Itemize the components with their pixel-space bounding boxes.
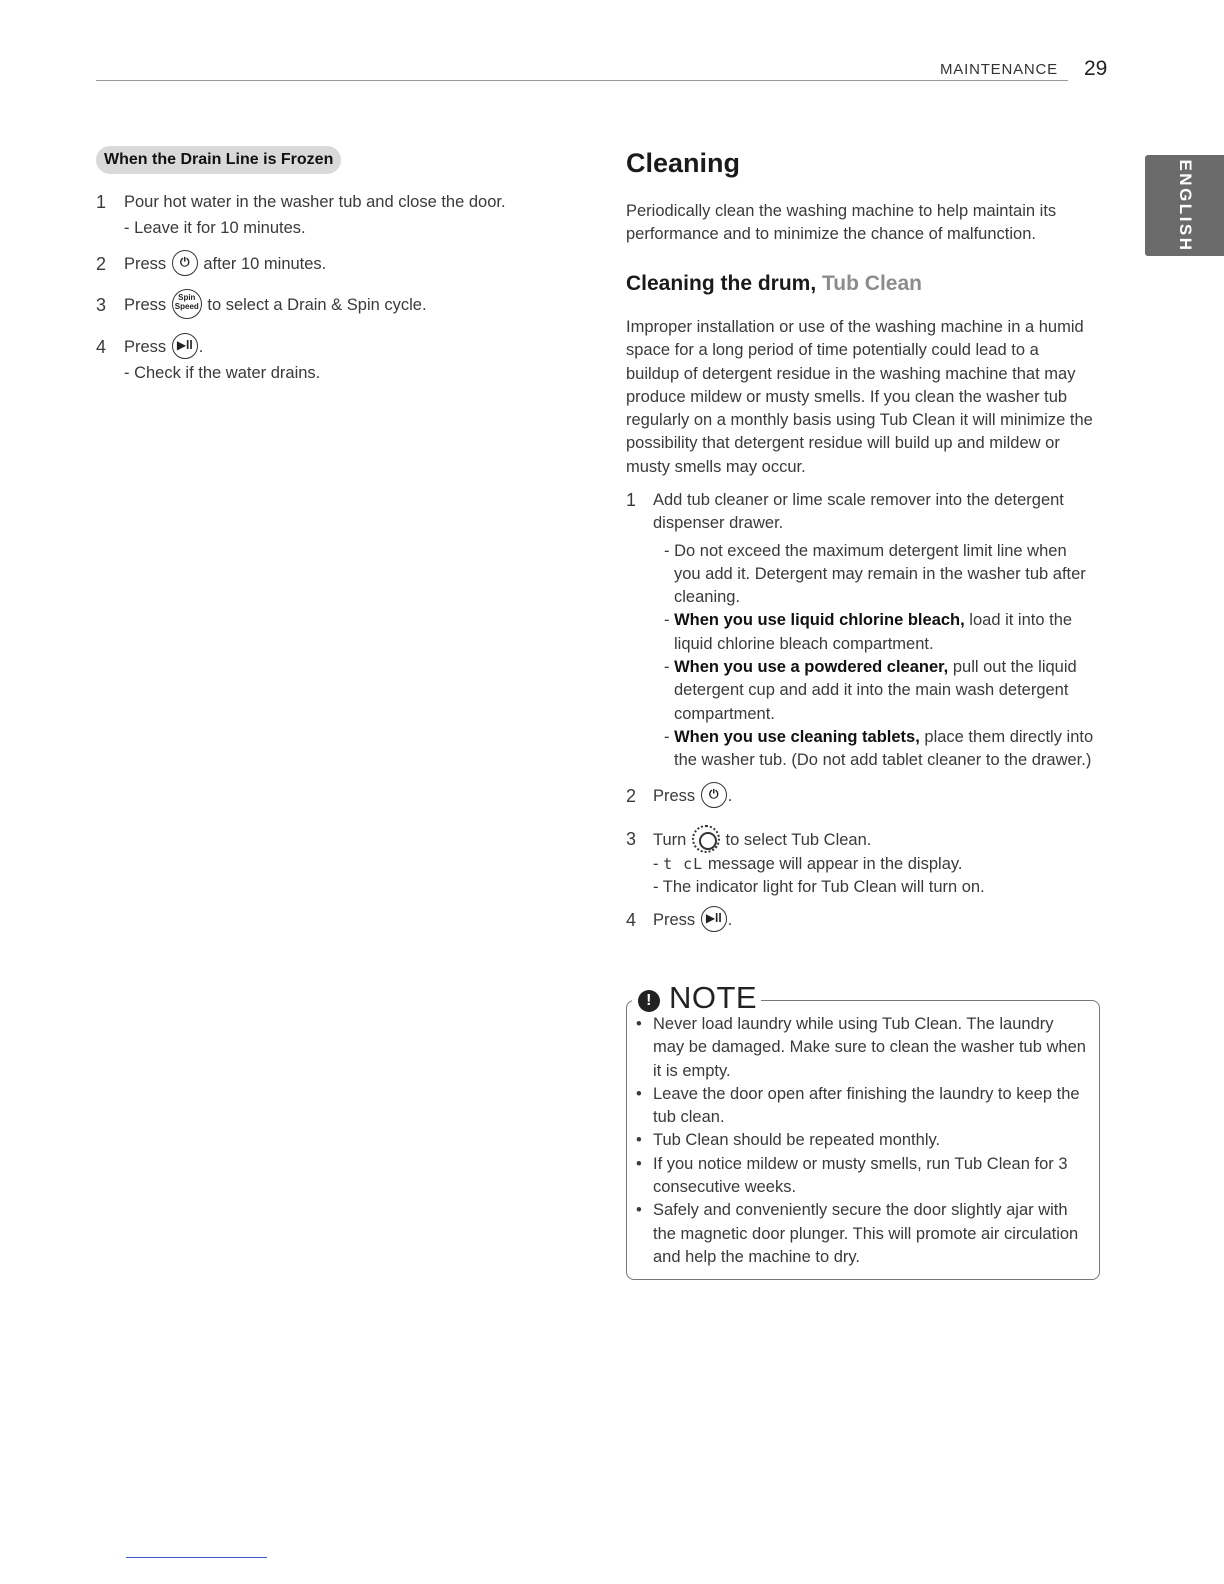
note-item: • If you notice mildew or musty smells, run Tub Clean for 3 consecutive weeks. (636, 1153, 1088, 1200)
frozen-drain-heading: When the Drain Line is Frozen (96, 146, 341, 174)
frozen-step-2 (96, 251, 556, 277)
cleaning-intro: Periodically clean the washing machine to help maintain its performance and to minimize the chance of malfunction. (626, 202, 1057, 244)
spin-speed-button-icon (172, 289, 202, 319)
start-pause-button-icon: ▶ll (172, 333, 198, 359)
step-text: Add tub cleaner or lime scale remover into the detergent dispenser drawer. (653, 491, 1064, 533)
bullet-item: - When you use cleaning tablets, place them directly into the washer tub. (Do not add tablet cleaner to the drawer.) (664, 727, 1094, 770)
frozen-step-4 (96, 334, 556, 386)
step-text-pre: Turn (653, 830, 687, 849)
step-number: 1 (626, 490, 637, 510)
speed-label: Speed (174, 302, 199, 312)
step-number: 4 (626, 910, 637, 930)
step-text-pre: Press (653, 787, 696, 805)
note-item: • Leave the door open after finishing the laundry to keep the tub clean. (636, 1083, 1088, 1130)
step-number: 3 (96, 295, 107, 315)
language-tab (1145, 155, 1224, 256)
note-list (636, 1013, 1088, 1269)
step-text-post: to select Tub Clean. (725, 830, 872, 849)
step-text-post: . (727, 787, 733, 805)
language-tab-label: ENGLISH (1175, 158, 1195, 253)
page-number: 29 (1084, 57, 1108, 80)
step-text-pre: Press (653, 911, 696, 929)
step-number: 3 (626, 829, 637, 849)
step-text-post: to select a Drain & Spin cycle. (207, 296, 427, 314)
start-pause-button-icon: ▶ll (701, 906, 727, 932)
tub-clean-step-3 (626, 828, 1096, 900)
display-message-line: - t cL message will appear in the display. (653, 855, 963, 873)
step-number: 2 (626, 786, 637, 806)
subtitle-text: Cleaning the drum, (626, 272, 817, 295)
note-title: ! NOTE (632, 980, 761, 1016)
step-text-post: . (727, 911, 733, 929)
frozen-step-1 (96, 189, 556, 241)
tub-clean-step-2 (626, 785, 1096, 808)
indicator-line: - The indicator light for Tub Clean will turn on. (653, 878, 985, 897)
power-button-icon: ⏻ (172, 250, 198, 276)
power-button-icon: ⏻ (701, 782, 727, 808)
bullet-item: - When you use a powdered cleaner, pull out the liquid detergent cup and add it into the main wash detergent compartment. (664, 658, 1077, 723)
step-text-pre: Press (124, 296, 167, 314)
step-text-post: . (198, 338, 204, 356)
header-rule (96, 80, 1068, 81)
bullet-item: - When you use liquid chlorine bleach, load it into the liquid chlorine bleach compartment. (664, 611, 1073, 653)
step-text-post: after 10 minutes. (203, 255, 327, 273)
step-subtext: - Check if the water drains. (124, 364, 321, 382)
tub-clean-step-1 (626, 489, 1096, 773)
step-text-pre: Press (124, 338, 167, 356)
spin-label: Spin (178, 293, 196, 303)
footer-rule (126, 1557, 267, 1558)
cycle-dial-icon (692, 825, 720, 853)
step-number: 4 (96, 337, 107, 357)
step-number: 2 (96, 254, 107, 274)
step-1-bullets (653, 540, 1096, 773)
step-text-pre: Press (124, 255, 167, 273)
step-subtext: - Leave it for 10 minutes. (124, 219, 306, 237)
bullet-item: - Do not exceed the maximum detergent limit line when you add it. Detergent may remain in the washer tub after cleaning. (664, 541, 1086, 607)
subtitle-accent: Tub Clean (822, 272, 922, 295)
tub-clean-step-4 (626, 909, 1096, 932)
step-number: 1 (96, 192, 107, 212)
note-item: • Never load laundry while using Tub Clean. The laundry may be damaged. Make sure to clean the washer tub when it is empty. (636, 1013, 1088, 1083)
note-item: • Safely and conveniently secure the door slightly ajar with the magnetic door plunger. This will promote air circulation and help the machine to dry. (636, 1199, 1088, 1269)
exclamation-icon: ! (638, 990, 660, 1012)
cleaning-title: Cleaning (626, 148, 741, 178)
frozen-step-3 (96, 292, 556, 319)
lcd-code: t cL (663, 855, 704, 873)
tub-clean-paragraph: Improper installation or use of the washing machine in a humid space for a long period of time potentially could lead to a buildup of detergent residue in the washing machine that may produce mildew or musty smells. If you clean the washer tub regularly on a monthly basis using Tub Clean it will minimize the possibility that detergent residue will build up and mildew or musty smells may occur. (626, 318, 1093, 476)
section-title: MAINTENANCE (940, 61, 1058, 78)
tub-clean-subtitle (626, 272, 922, 296)
step-text: Pour hot water in the washer tub and close the door. (124, 193, 506, 211)
note-item: • Tub Clean should be repeated monthly. (636, 1129, 1088, 1152)
